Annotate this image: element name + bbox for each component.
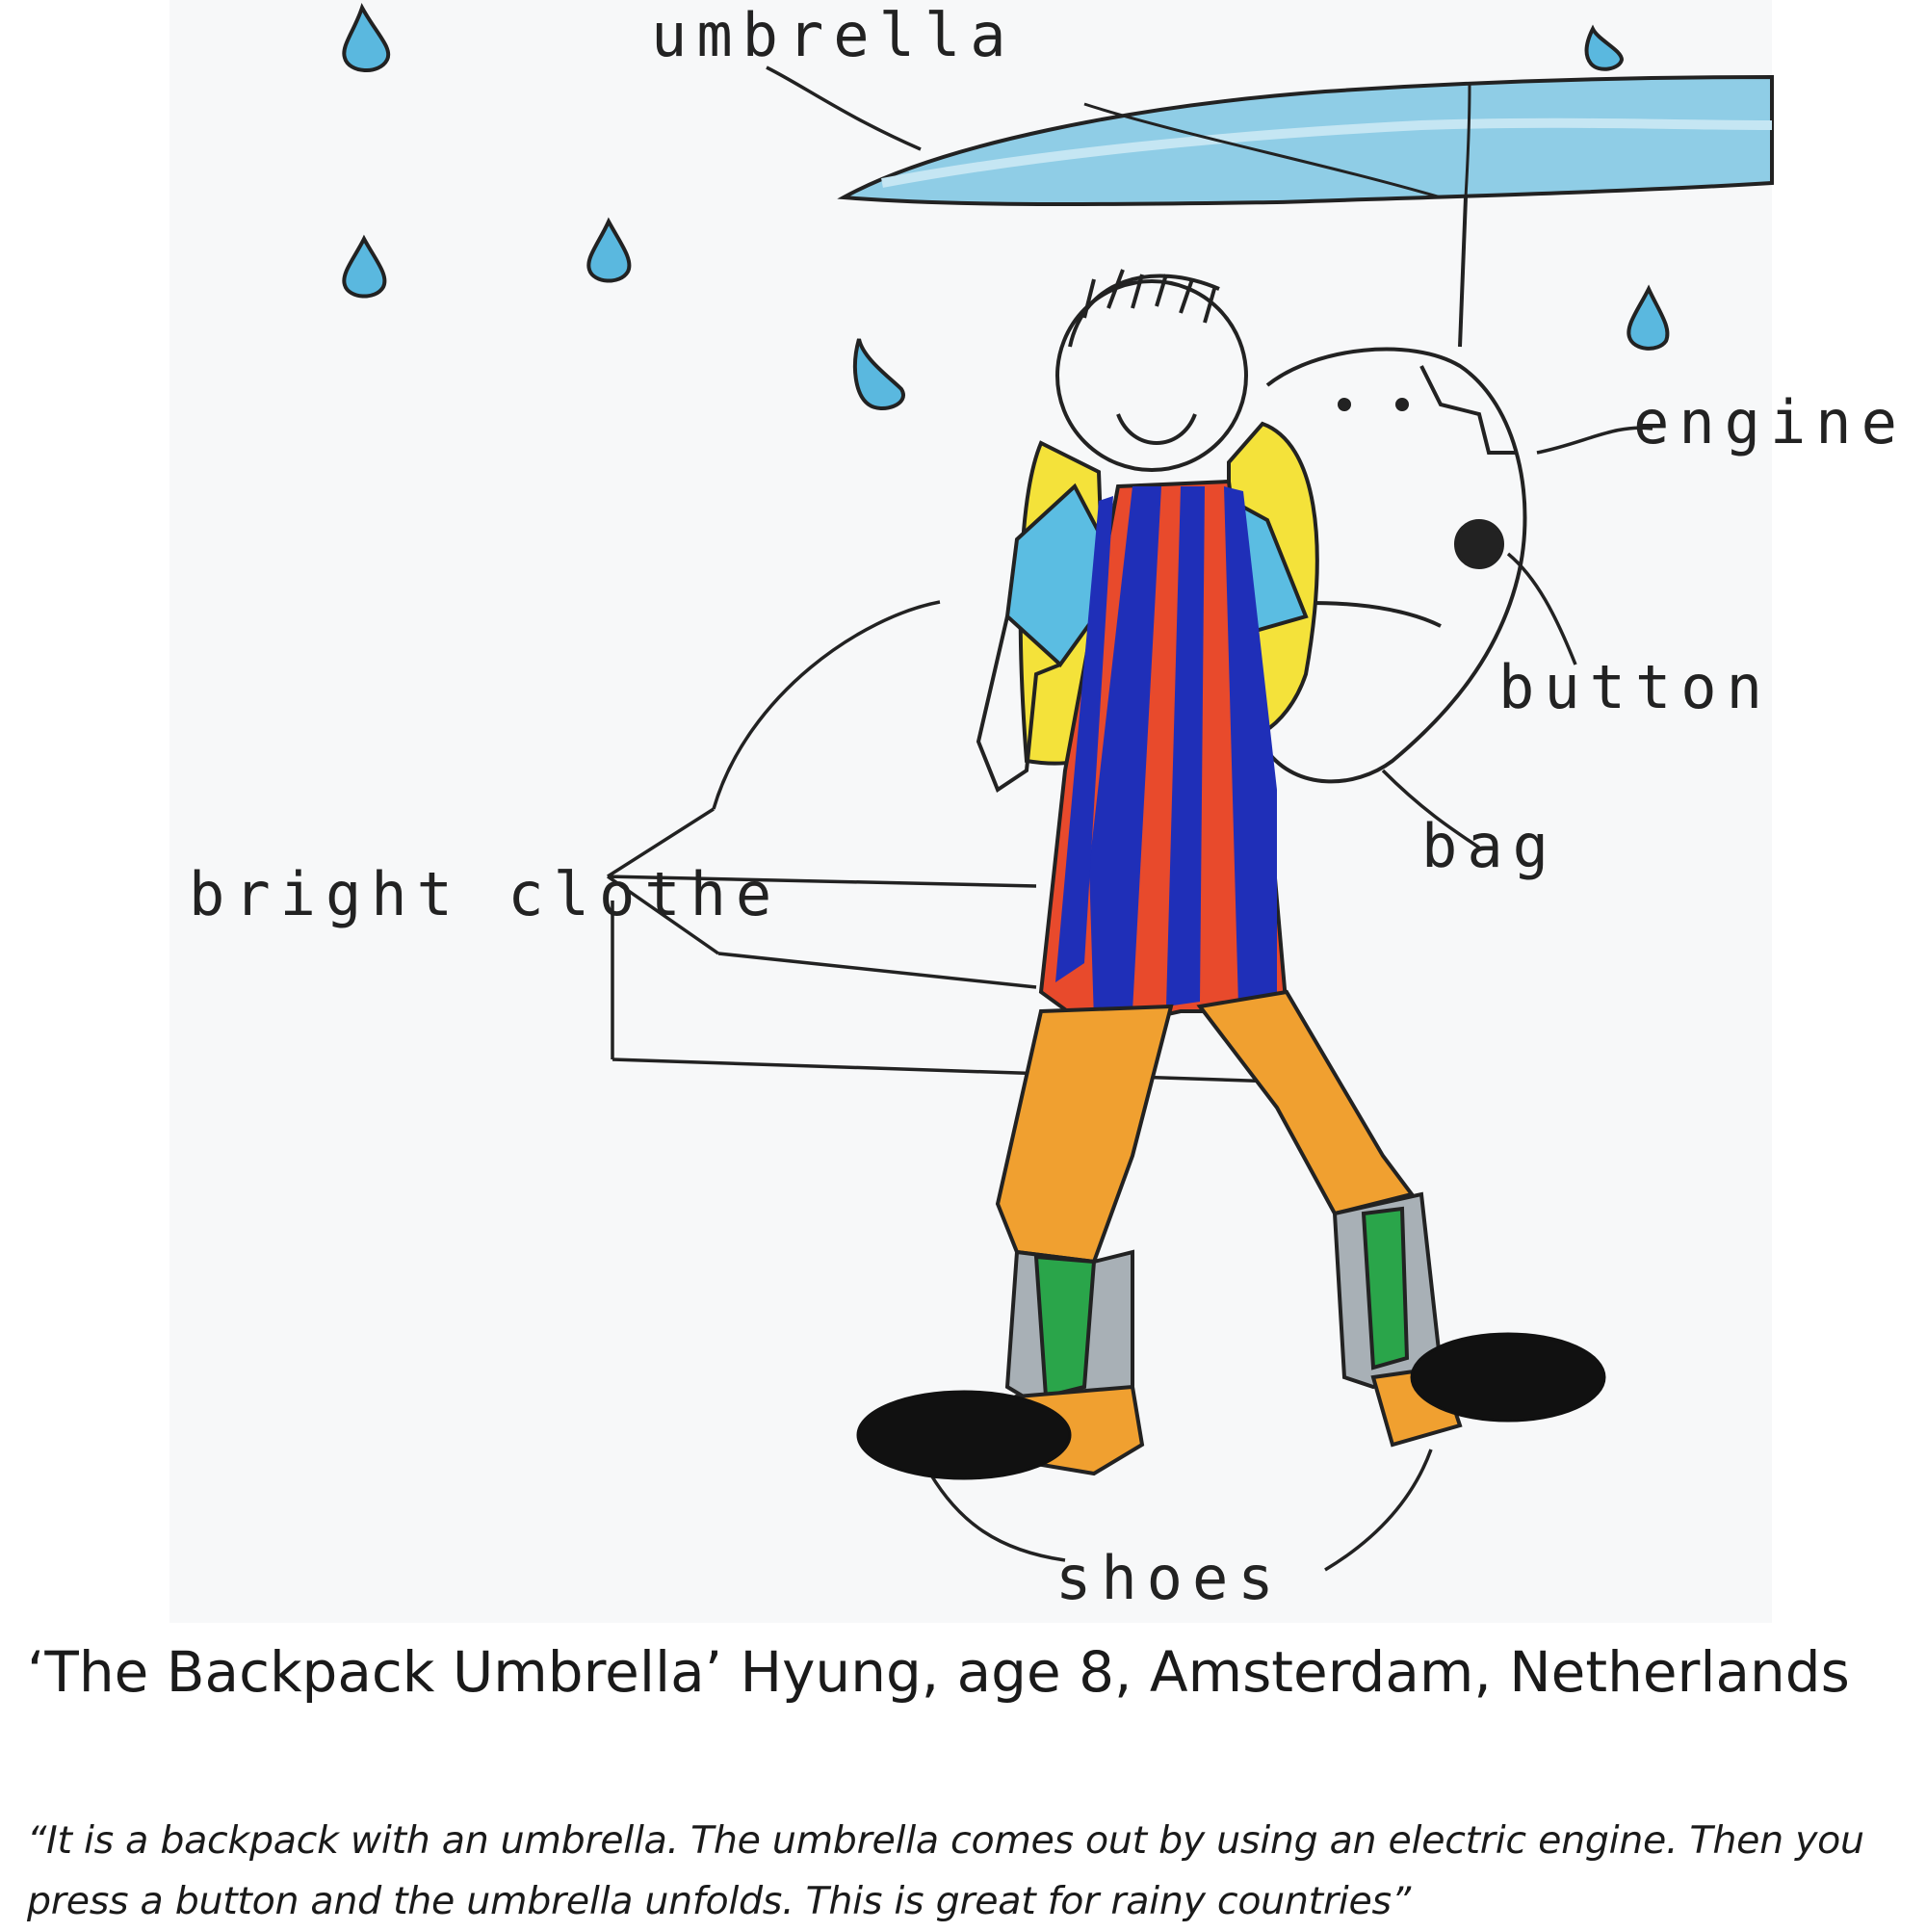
right-shoe	[1412, 1334, 1604, 1421]
label-button: button	[1498, 652, 1772, 722]
raindrop	[344, 8, 388, 70]
label-shoes: shoes	[1055, 1543, 1284, 1613]
left-shoe	[858, 1392, 1070, 1478]
figure-head	[1057, 270, 1246, 470]
raindrop	[855, 339, 903, 408]
label-bright-clothe: bright clothe	[189, 859, 782, 929]
label-engine: engine	[1633, 387, 1907, 457]
label-bag: bag	[1421, 811, 1558, 881]
raindrop	[1587, 29, 1622, 69]
raindrop	[344, 239, 384, 297]
caption-quote: “It is a backpack with an umbrella. The umbrella comes out by using an electric engine. Then you press a button and the umbrella unfolds. This is great for rainy countries”	[27, 1818, 1864, 1923]
raindrop	[588, 222, 629, 281]
label-umbrella: umbrella	[651, 0, 1016, 70]
umbrella-canopy	[844, 77, 1772, 347]
caption-title: ‘The Backpack Umbrella’ Hyung, age 8, Amsterdam, Netherlands	[27, 1639, 1850, 1705]
shoes	[858, 1334, 1604, 1478]
raindrop	[1628, 289, 1667, 349]
child-drawing	[169, 0, 1907, 1623]
